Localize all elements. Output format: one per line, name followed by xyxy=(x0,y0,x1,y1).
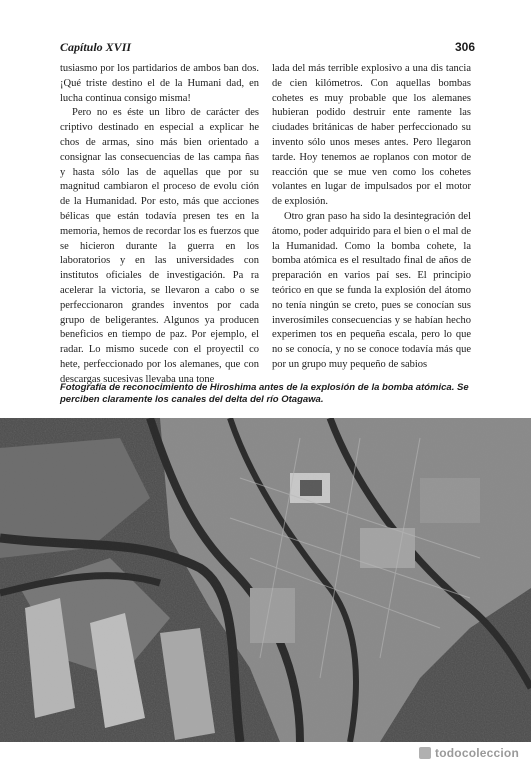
watermark xyxy=(419,746,519,760)
paragraph: Otro gran paso ha sido la desintegración del átomo, poder adquirido para el bien o el mal de la Humanidad. Como la bomba cohete, la bomba atómica es el resultado final de años de preparación en varios paí ses. El principio teórico en que se funda la explosión del átomo no tenía ningún se creto, pues se conocían sus inverosímiles consecuencias y se habían hecho experimen tos en pequeña escala, pero lo que no se conocía, y no se conoce todavía más que por un grupo muy pequeño de sabios xyxy=(272,210,471,370)
page-header xyxy=(60,40,475,56)
todocoleccion-logo-icon xyxy=(419,747,431,759)
paragraph: Pero no es éste un libro de carácter des criptivo destinado en especial a explicar he chos de armas, sino más bien orientado a consignar las consecuencias de las campa ñas y hasta sólo las de aquellas que por su magnitud cambiaron el proceso de evolu ción de la Humanidad. Por esto, más que acciones bélicas que están todavía presen tes en la memoria, hemos de recordar los es fuerzos que se hicieron durante la guerra en los laboratorios y en las universidades con institutos oficiales de investigación. Pa ra acelerar la victoria, se llevaron a cabo o se perfeccionaron grandes inventos por cada grupo de beligerantes. Algunos ya producen beneficios en tiempo de paz. Por ejemplo, el radar. Lo mismo sucede con el proyectil co hete, perfeccionado por los alemanes, que con descargas sucesivas llevaba una tone xyxy=(60,107,259,385)
paragraph: lada del más terrible explosivo a una dis tancia de cien kilómetros. Con aquellas bombas cohetes es muy probable que los alemanes hubieran podido destruir ente ramente las ciudades británicas de haber perfeccionado su invento sólo unos meses antes. Pero llegaron tarde. Hoy tenemos ae roplanos con motor de reacción que se mue ven como los cohetes volantes en lugar de impulsados por el motor de explosión. xyxy=(272,63,471,208)
photo-caption: Fotografía de reconocimiento de Hiroshima antes de la explosión de la bomba atómica. Se perciben claramente los canales del delta del río Otagawa. xyxy=(60,382,469,405)
left-text-column xyxy=(60,62,259,388)
chapter-title: Capítulo XVII xyxy=(60,40,132,54)
paragraph: tusiasmo por los partidarios de ambos ban dos. ¡Qué triste destino el de la Humani dad, en lucha continua consigo misma! xyxy=(60,63,259,104)
aerial-photo-hiroshima xyxy=(0,418,531,742)
page-number: 306 xyxy=(454,40,475,54)
watermark-text: todocoleccion xyxy=(435,746,519,760)
right-text-column xyxy=(272,62,471,373)
